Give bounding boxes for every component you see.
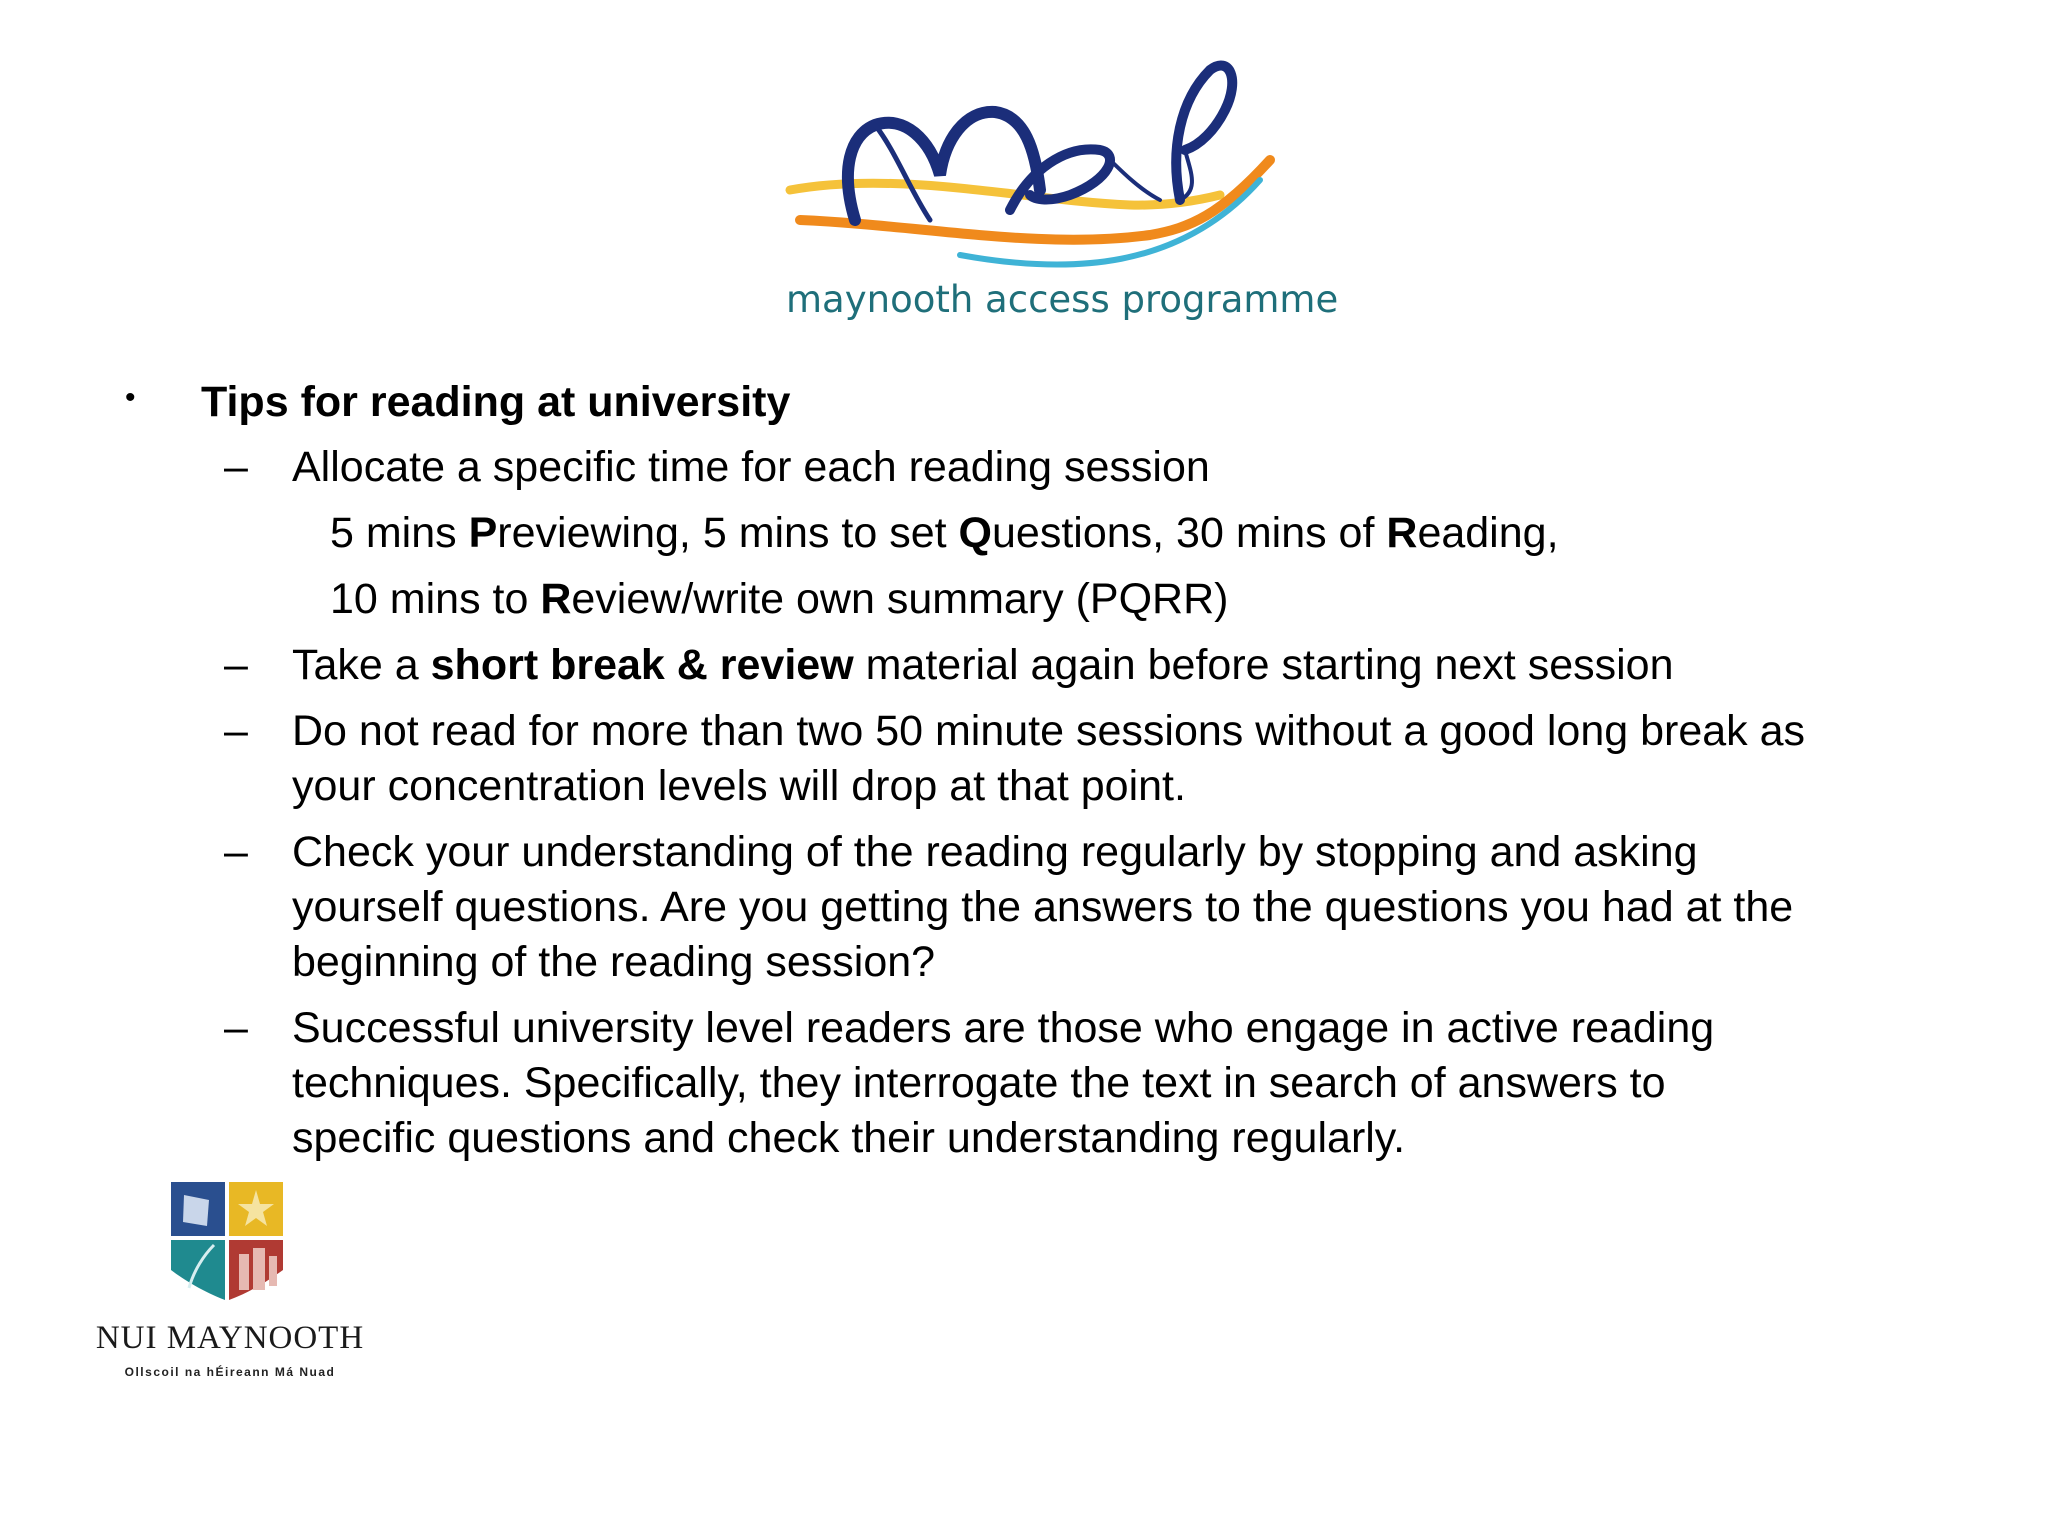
item-text: Allocate a specific time for each reading session [292, 443, 1210, 491]
crest-icon [169, 1180, 287, 1305]
text-run: reviewing, 5 mins to set [497, 509, 959, 557]
text-run: uestions, 30 mins of [992, 509, 1387, 557]
item-dash: – [224, 641, 248, 689]
map-logo-text: maynooth access programme [786, 278, 1339, 321]
item-dash: – [224, 1004, 248, 1052]
item-dash: – [224, 443, 248, 491]
bold-letter: Q [958, 509, 992, 557]
item-text: your concentration levels will drop at that point. [292, 762, 1186, 810]
text-run: Take a [292, 641, 431, 689]
nui-maynooth-subtitle: Ollscoil na hÉireann Má Nuad [124, 1365, 336, 1379]
item-dash: – [224, 828, 248, 876]
bold-phrase: short break & review [430, 641, 854, 689]
pqrr-line-1 [330, 506, 1559, 561]
item-text: Check your understanding of the reading regularly by stopping and asking [292, 828, 1698, 876]
text-run: 10 mins to [330, 575, 541, 623]
nui-maynooth-logo [75, 1180, 385, 1390]
nui-maynooth-name: NUI MAYNOOTH [95, 1320, 365, 1356]
item-text [292, 638, 1674, 693]
item-text: Do not read for more than two 50 minute sessions without a good long break as [292, 707, 1806, 755]
item-text: techniques. Specifically, they interrogate the text in search of answers to [292, 1059, 1666, 1107]
item-text: Successful university level readers are those who engage in active reading [292, 1004, 1715, 1052]
bold-letter: R [540, 575, 572, 623]
item-text: specific questions and check their understanding regularly. [292, 1114, 1406, 1162]
bold-letter: P [468, 509, 498, 557]
pqrr-line-2 [330, 572, 1228, 627]
heading-bullet: • [125, 381, 136, 414]
text-run: eview/write own summary (PQRR) [571, 575, 1229, 623]
item-text: beginning of the reading session? [292, 938, 936, 986]
text-run: 5 mins [330, 509, 469, 557]
text-run: eading, [1417, 509, 1559, 557]
slide-heading: Tips for reading at university [201, 378, 791, 426]
bold-letter: R [1386, 509, 1418, 557]
text-run: material again before starting next session [853, 641, 1674, 689]
item-dash: – [224, 707, 248, 755]
item-text: yourself questions. Are you getting the answers to the questions you had at the [292, 883, 1794, 931]
